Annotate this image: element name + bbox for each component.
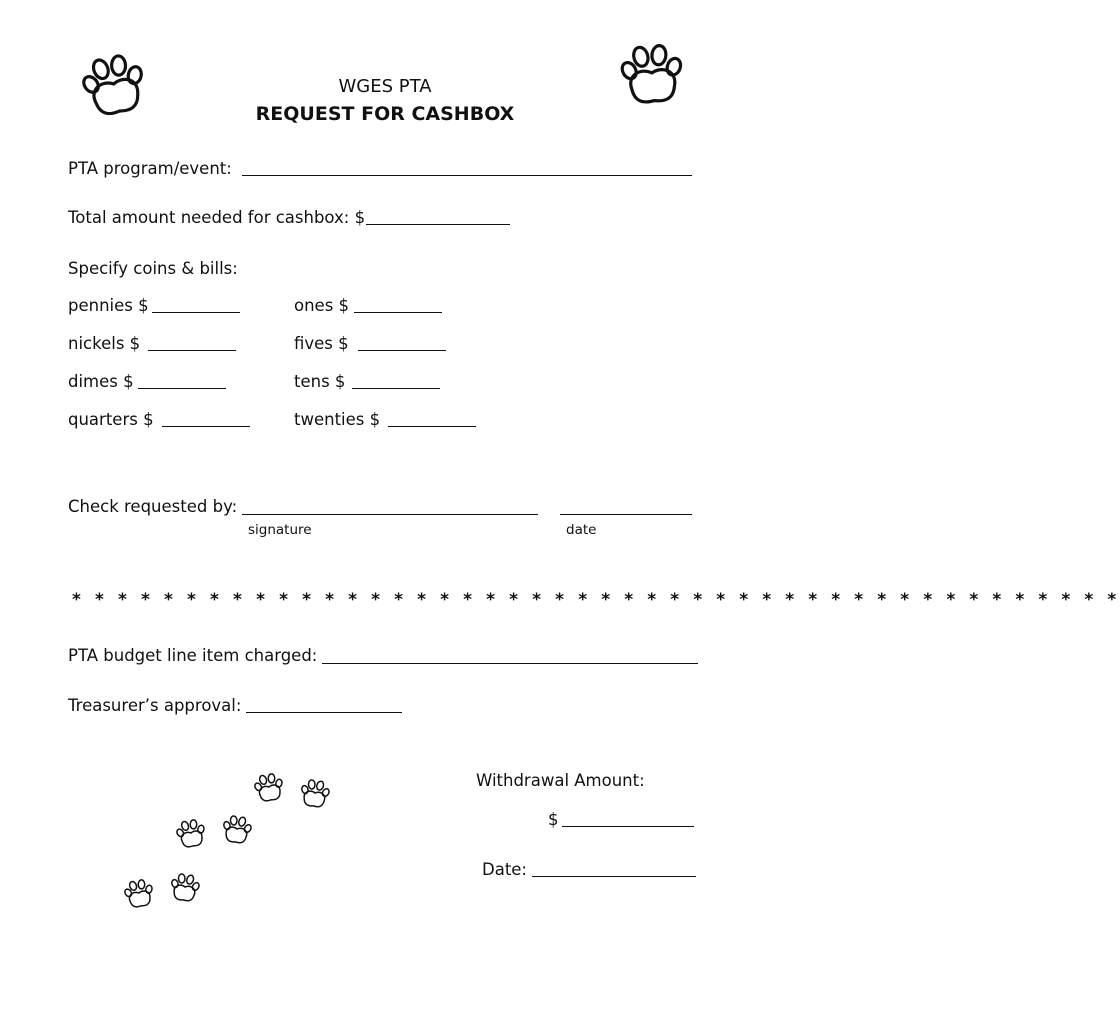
tens-field[interactable] [352,388,440,389]
fives-label: fives $ [294,334,349,353]
tens-label: tens $ [294,372,346,391]
dimes-field[interactable] [138,388,226,389]
fives-field[interactable] [358,350,446,351]
request-date-field[interactable] [560,514,692,515]
twenties-field[interactable] [388,426,476,427]
nickels-field[interactable] [148,350,236,351]
specify-coins-bills-label: Specify coins & bills: [68,259,238,278]
ones-field[interactable] [354,312,442,313]
page-title: REQUEST FOR CASHBOX [255,103,515,125]
signature-caption: signature [248,522,312,538]
check-requested-by-label: Check requested by: [68,497,238,516]
paw-prints-trail-icon [110,764,350,924]
program-event-label: PTA program/event: [68,159,232,178]
withdrawal-date-label: Date: [482,860,527,879]
total-amount-label: Total amount needed for cashbox: $ [68,208,366,227]
budget-line-item-field[interactable] [322,663,698,664]
date-caption: date [566,522,597,538]
withdrawal-amount-label: Withdrawal Amount: [476,771,645,790]
asterisk-separator: * * * * * * * * * * * * * * * * * * * * * * * * * * * * * * * * * * * * * * * * * * * * * * [72,590,1120,610]
quarters-field[interactable] [162,426,250,427]
pennies-field[interactable] [152,312,240,313]
dimes-label: dimes $ [68,372,134,391]
organization-name: WGES PTA [338,76,432,97]
treasurer-approval-label: Treasurer’s approval: [68,696,242,715]
budget-line-item-label: PTA budget line item charged: [68,646,318,665]
withdrawal-amount-field[interactable] [562,826,694,827]
program-event-field[interactable] [242,175,692,176]
twenties-label: twenties $ [294,410,381,429]
total-amount-field[interactable] [366,224,510,225]
quarters-label: quarters $ [68,410,154,429]
nickels-label: nickels $ [68,334,141,353]
paw-print-icon [620,40,684,108]
signature-field[interactable] [242,514,538,515]
withdrawal-date-field[interactable] [532,876,696,877]
pennies-label: pennies $ [68,296,149,315]
withdrawal-currency: $ [548,810,559,829]
ones-label: ones $ [294,296,350,315]
treasurer-approval-field[interactable] [246,712,402,713]
